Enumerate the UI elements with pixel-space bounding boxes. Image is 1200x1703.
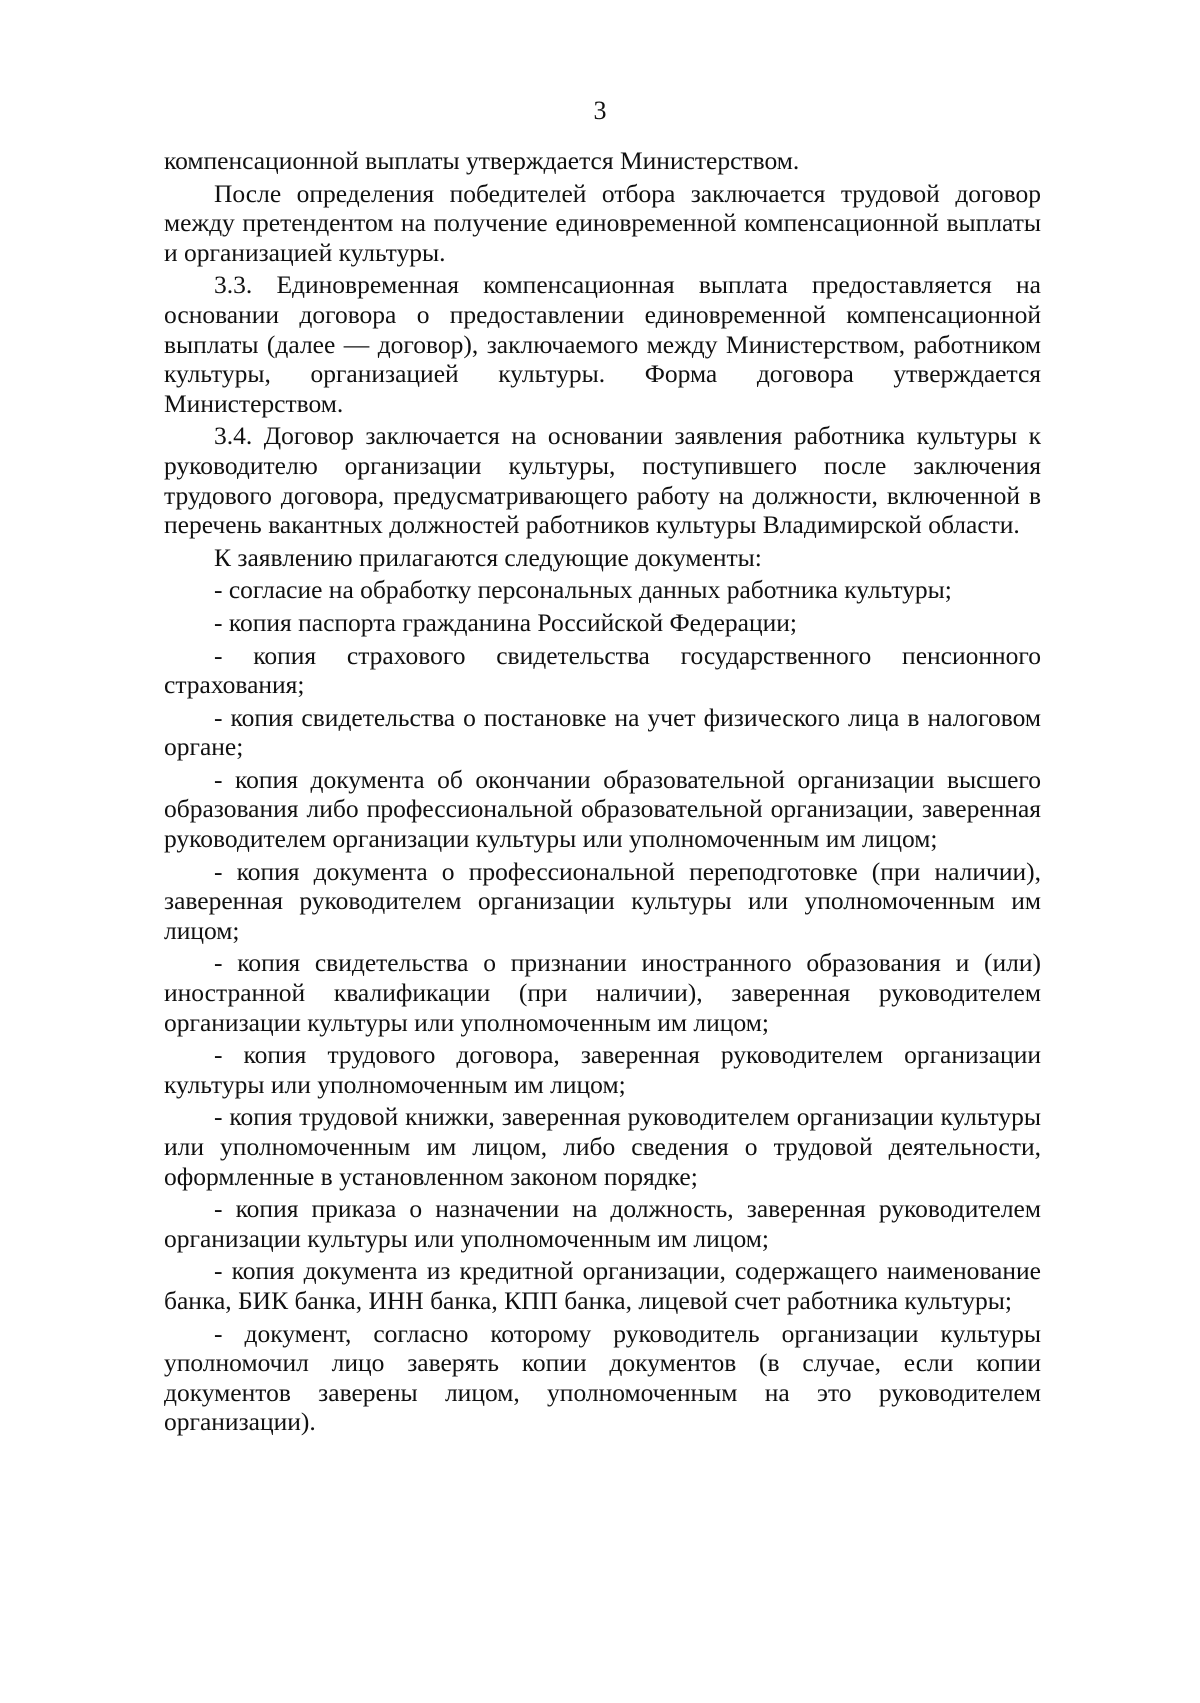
list-item-bank-document: - копия документа из кредитной организации, содержащего наименование банка, БИК банка, ИНН банка, КПП банка, лицевой счет работника культуры; (164, 1256, 1041, 1315)
page-number: 3 (593, 96, 607, 125)
list-item-authorization-document: - документ, согласно которому руководитель организации культуры уполномочил лицо заверять копии документов (в случае, если копии документов заверены лицом, уполномоченным на это руководителем организации). (164, 1318, 1041, 1437)
paragraph-3-3: 3.3. Единовременная компенсационная выплата предоставляется на основании договора о предоставлении единовременной компенсационной выплаты (далее — договор), заключаемого между Министерством, работником культуры, организацией культуры. Форма договора утверждается Министерством. (164, 270, 1041, 418)
paragraph-3-4: 3.4. Договор заключается на основании заявления работника культуры к руководителю организации культуры, поступившего после заключения трудового договора, предусматривающего работу на должности, включенной в перечень вакантных должностей работников культуры Владимирской области. (164, 421, 1041, 540)
list-item-education-document: - копия документа об окончании образовательной организации высшего образования либо профессиональной образовательной организации, заверенная руководителем организации культуры или уполномоченным им лицом; (164, 764, 1041, 854)
paragraph-labor-contract: После определения победителей отбора заключается трудовой договор между претендентом на получение единовременной компенсационной выплаты и организацией культуры. (164, 178, 1041, 267)
list-item-insurance-certificate: - копия страхового свидетельства государственного пенсионного страхования; (164, 640, 1041, 700)
list-item-retraining-document: - копия документа о профессиональной переподготовке (при наличии), заверенная руководителем организации культуры или уполномоченным им лицом; (164, 856, 1041, 945)
list-item-labor-contract-copy: - копия трудового договора, заверенная руководителем организации культуры или уполномоченным им лицом; (164, 1040, 1041, 1099)
list-item-foreign-education: - копия свидетельства о признании иностранного образования и (или) иностранной квалификации (при наличии), заверенная руководителем организации культуры или уполномоченным им лицом; (164, 948, 1041, 1037)
paragraph-documents-intro: К заявлению прилагаются следующие документы: (214, 542, 762, 572)
list-item-work-book: - копия трудовой книжки, заверенная руководителем организации культуры или уполномоченным им лицом, либо сведения о трудовой деятельности, оформленные в установленном законом порядке; (164, 1102, 1041, 1191)
list-item-tax-registration: - копия свидетельства о постановке на учет физического лица в налоговом органе; (164, 702, 1041, 762)
document-body (164, 146, 1041, 1440)
paragraph-continuation: компенсационной выплаты утверждается Министерством. (164, 146, 800, 175)
list-item-passport: - копия паспорта гражданина Российской Федерации; (214, 607, 797, 637)
list-item-consent: - согласие на обработку персональных данных работника культуры; (214, 575, 952, 605)
list-item-appointment-order: - копия приказа о назначении на должность, заверенная руководителем организации культуры или уполномоченным им лицом; (164, 1194, 1041, 1253)
